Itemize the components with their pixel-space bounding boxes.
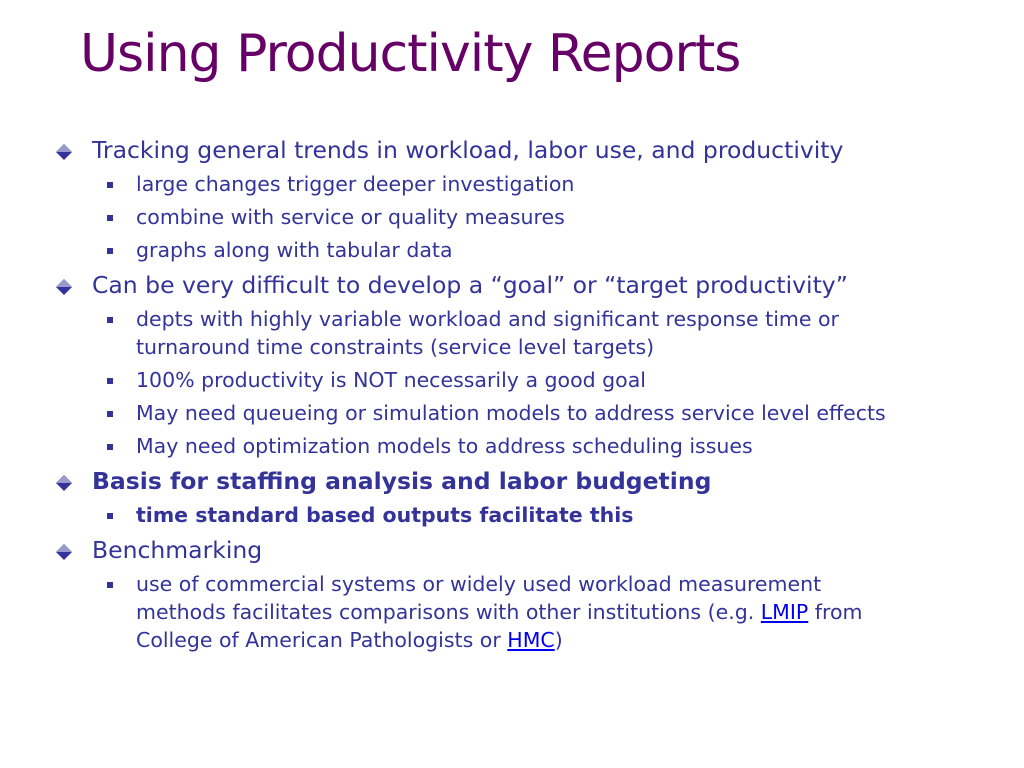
diamond-bullet-icon [56, 544, 72, 560]
sub-bullet-text: large changes trigger deeper investigation [136, 172, 575, 197]
bullet-difficult-goal [52, 271, 932, 300]
diamond-bullet-icon [56, 475, 72, 491]
square-bullet-icon [107, 317, 113, 323]
sub-bullet-text: graphs along with tabular data [136, 238, 453, 263]
sub-bullet-text: time standard based outputs facilitate this [136, 503, 634, 528]
bullet-text: Benchmarking [92, 536, 263, 564]
diamond-bullet-icon [56, 144, 72, 160]
square-bullet-icon [107, 411, 113, 417]
slide-title: Using Productivity Reports [80, 24, 741, 84]
bullet-benchmarking [52, 536, 932, 565]
bullet-text: Tracking general trends in workload, labor use, and productivity [92, 136, 844, 164]
sub-bullet-large-changes [52, 171, 932, 199]
sub-bullet-time-standard [52, 502, 932, 530]
sub-bullet-variable-workload [52, 306, 932, 362]
text-before-lmip: use of commercial systems or widely used workload measurement methods facilitates comparisons with other institutions (e.g. [136, 572, 822, 625]
square-bullet-icon [107, 215, 113, 221]
sub-bullet-text: combine with service or quality measures [136, 205, 565, 230]
diamond-bullet-icon [56, 279, 72, 295]
slide-body [52, 130, 932, 660]
sub-bullet-text [136, 572, 863, 652]
sub-bullet-text: May need queueing or simulation models to address service level effects [136, 401, 886, 425]
sub-bullet-text: depts with highly variable workload and significant response time or turnaround time constraints (service level targets) [136, 307, 839, 360]
square-bullet-icon [107, 182, 113, 188]
sub-bullet-graphs [52, 237, 932, 265]
sub-bullet-queueing-models [52, 400, 932, 428]
text-after-hmc: ) [554, 628, 563, 653]
square-bullet-icon [107, 248, 113, 254]
hmc-link[interactable]: HMC [507, 628, 555, 653]
bullet-tracking-trends [52, 136, 932, 165]
bullet-text: Can be very difficult to develop a “goal” or “target productivity” [92, 271, 848, 299]
text-between-links: from College of American Pathologists or [136, 600, 863, 653]
square-bullet-icon [107, 378, 113, 384]
sub-bullet-optimization-models [52, 433, 932, 461]
sub-bullet-100-percent [52, 367, 932, 395]
square-bullet-icon [107, 513, 113, 519]
sub-bullet-commercial-systems [52, 571, 932, 655]
bullet-staffing-analysis [52, 467, 932, 496]
square-bullet-icon [107, 444, 113, 450]
square-bullet-icon [107, 582, 113, 588]
bullet-text: Basis for staffing analysis and labor budgeting [92, 466, 712, 495]
sub-bullet-combine-measures [52, 204, 932, 232]
sub-bullet-text: May need optimization models to address scheduling issues [136, 433, 753, 458]
lmip-link[interactable]: LMIP [760, 600, 809, 625]
sub-bullet-text: 100% productivity is NOT necessarily a good goal [136, 368, 646, 393]
